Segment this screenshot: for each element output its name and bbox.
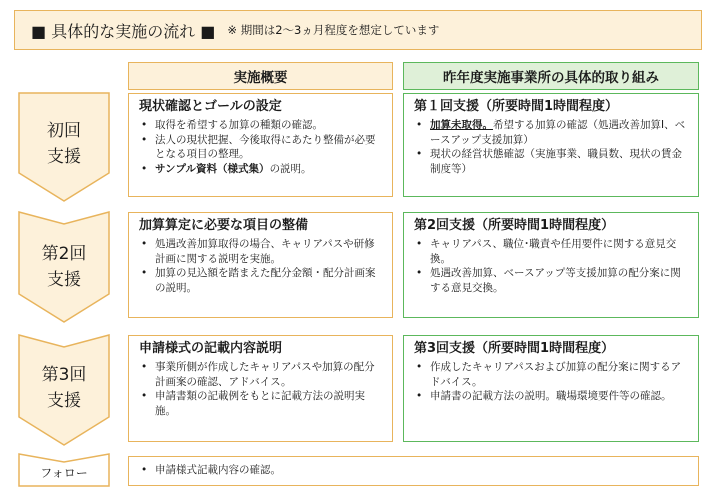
phase-2-example-title: 第2回支援（所要時間1時間程度） xyxy=(414,218,615,233)
list-item: • 申請書類の記載例をもとに記載方法の説明実施。 xyxy=(139,389,382,418)
list-item: • 処遇改善加算、ベースアップ等支援加算の配分案に関する意見交換。 xyxy=(414,266,688,295)
list-item: • サンプル資料（様式集）の説明。 xyxy=(139,162,382,177)
phase-3-example-title: 第3回支援（所要時間1時間程度） xyxy=(414,341,615,356)
list-item: • 加算の見込額を踏まえた配分金額・配分計画案の説明。 xyxy=(139,266,382,295)
phase-1-overview-title: 現状確認とゴールの設定 xyxy=(139,99,282,114)
phase-1-overview-box xyxy=(128,93,393,197)
section-header xyxy=(14,10,702,50)
list-item: • 加算未取得。希望する加算の確認（処遇改善加算Ⅰ、ベースアップ支援加算） xyxy=(414,118,688,147)
phase-2-overview-title: 加算算定に必要な項目の整備 xyxy=(139,218,309,233)
period-note: ※ 期間は2～3ヵ月程度を想定しています xyxy=(227,23,440,37)
section-title: ■ 具体的な実施の流れ ■ xyxy=(31,21,216,41)
list-item: • 事業所側が作成したキャリアパスや加算の配分計画案の確認、アドバイス。 xyxy=(139,360,382,389)
phase-3-overview-box xyxy=(128,335,393,442)
phase-1-example-box xyxy=(403,93,699,197)
list-item: • 申請様式記載内容の確認。 xyxy=(139,463,688,478)
list-item: • 作成したキャリアパスおよび加算の配分案に関するアドバイス。 xyxy=(414,360,688,389)
list-item: • 法人の現状把握、今後取得にあたり整備が必要となる項目の整理。 xyxy=(139,133,382,162)
list-item: • 現状の経営状態確認（実施事業、職員数、現状の賃金制度等） xyxy=(414,147,688,176)
phase-3-overview-title: 申請様式の記載内容説明 xyxy=(139,341,283,356)
list-item: • 処遇改善加算取得の場合、キャリアパスや研修計画に関する説明を実施。 xyxy=(139,237,382,266)
phase-2-example-box xyxy=(403,212,699,318)
phase-2-overview-box xyxy=(128,212,393,318)
column-header-overview: 実施概要 xyxy=(128,62,393,90)
column-header-examples: 昨年度実施事業所の具体的取り組み xyxy=(403,62,699,90)
phase-3-example-box xyxy=(403,335,699,442)
list-item: • 取得を希望する加算の種類の確認。 xyxy=(139,118,382,133)
phase-1-example-title: 第１回支援（所要時間1時間程度） xyxy=(414,99,619,114)
follow-up-box xyxy=(128,456,699,486)
phase-2-label: 第2回 支援 xyxy=(41,244,87,290)
follow-up-label: フォロー xyxy=(40,466,88,480)
phase-1-label: 初回 支援 xyxy=(47,121,81,167)
phase-3-label: 第3回 支援 xyxy=(41,365,87,411)
list-item: • 申請書の記載方法の説明。職場環境要件等の確認。 xyxy=(414,389,688,404)
list-item: • キャリアパス、職位･職責や任用要件に関する意見交換。 xyxy=(414,237,688,266)
